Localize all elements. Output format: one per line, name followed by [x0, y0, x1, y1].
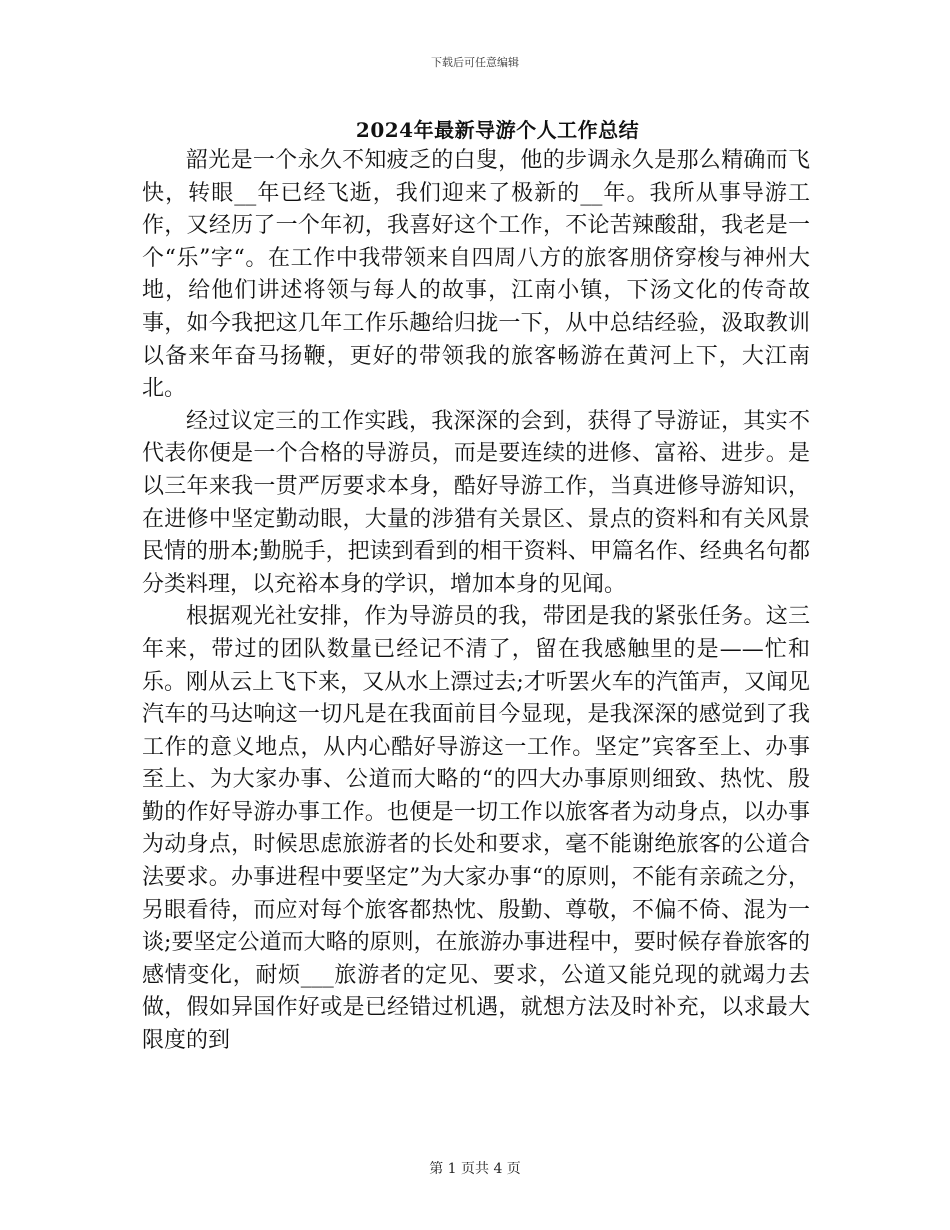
paragraph: 经过议定三的工作实践，我深深的会到，获得了导游证，其实不代表你便是一个合格的导游员，而是要连续的进修、富裕、进步。是以三年来我一贯严厉要求本身，酷好导游工作，当真进修导游知识，在进修中坚定勤动眼，大量的涉猎有关景区、景点的资料和有关风景民情的册本;勤脱手，把读到看到的相干资料、甲篇名作、经典名句都分类料理，以充裕本身的学识，增加本身的见闻。: [142, 408, 810, 597]
paragraph: 根据观光社安排，作为导游员的我，带团是我的紧张任务。这三年来，带过的团队数量已经记不清了，留在我感触里的是——忙和乐。刚从云上飞下来，又从水上漂过去;才听罢火车的汽笛声，又闻见汽车的马达响这一切凡是在我面前目今显现，是我深深的感觉到了我工作的意义地点，从内心酷好导游这一工作。坚定”宾客至上、办事至上、为大家办事、公道而大略的“的四大办事原则细致、热忱、殷勤的作好导游办事工作。也便是一切工作以旅客者为动身点，以办事为动身点，时候思虑旅游者的长处和要求，毫不能谢绝旅客的公道合法要求。办事进程中要坚定”为大家办事“的原则，不能有亲疏之分，另眼看待，而应对每个旅客都热忱、殷勤、尊敬，不偏不倚、混为一谈;要坚定公道而大略的原则，在旅游办事进程中，要时候存眷旅客的感情变化，耐烦___旅游者的定见、要求，公道又能兑现的就竭力去做，假如异国作好或是已经错过机遇，就想方法及时补充，以求最大限度的到: [142, 604, 810, 1054]
header-note: 下载后可任意编辑: [431, 56, 519, 69]
document-body: [142, 145, 810, 1058]
document-title: 2024年最新导游个人工作总结: [355, 118, 640, 142]
page-footer: 第 1 页共 4 页: [429, 1161, 521, 1177]
paragraph: 韶光是一个永久不知疲乏的白叟，他的步调永久是那么精确而飞快，转眼__年已经飞逝，我们迎来了极新的__年。我所从事导游工作，又经历了一个年初，我喜好这个工作，不论苦辣酸甜，我老是一个“乐”字“。在工作中我带领来自四周八方的旅客朋侪穿梭与神州大地，给他们讲述将领与每人的故事，江南小镇，下汤文化的传奇故事，如今我把这几年工作乐趣给归拢一下，从中总结经验，汲取教训以备来年奋马扬鞭，更好的带领我的旅客畅游在黄河上下，大江南北。: [142, 148, 810, 402]
